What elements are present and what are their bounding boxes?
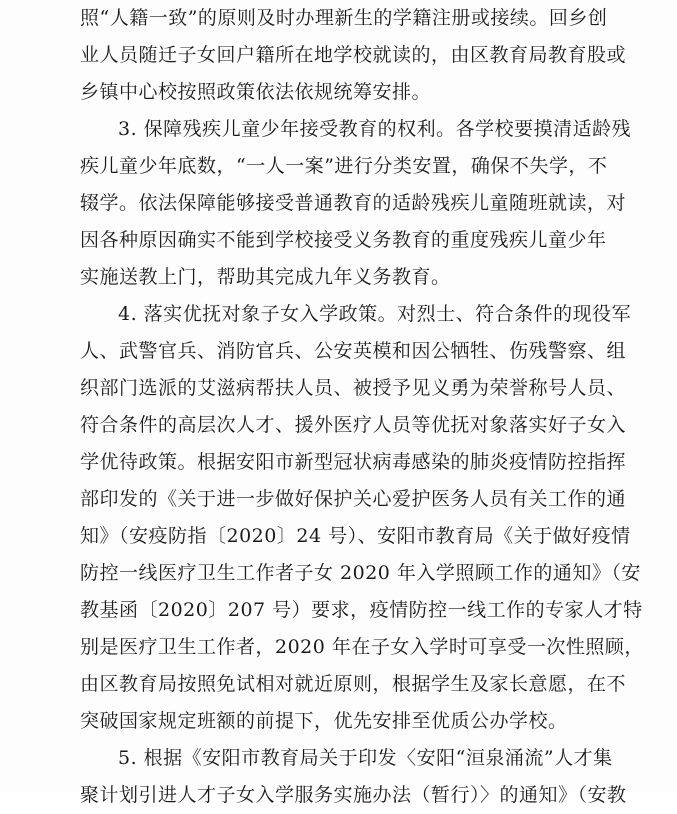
text-line: 实施送教上门，帮助其完成九年义务教育。 [80, 266, 451, 288]
paragraph-heading-5: 5. 根据《安阳市教育局关于印发〈安阳“洹泉涌流”人才集 [118, 747, 613, 769]
text-line: 符合条件的高层次人才、援外医疗人员等优抚对象落实好子女入 [80, 414, 627, 436]
text-line: 由区教育局按照免试相对就近原则，根据学生及家长意愿，在不 [80, 673, 627, 695]
text-line: 织部门选派的艾滋病帮扶人员、被授予见义勇为荣誉称号人员、 [80, 377, 627, 399]
text-line: 知》（安疫防指〔2020〕24 号）、安阳市教育局《关于做好疫情 [80, 525, 631, 547]
text-line: 教基函〔2020〕207 号）要求，疫情防控一线工作的专家人才特 [80, 599, 643, 621]
text-line: 防控一线医疗卫生工作者子女 2020 年入学照顾工作的通知》（安 [80, 562, 641, 584]
text-line: 辍学。依法保障能够接受普通教育的适龄残疾儿童随班就读，对 [80, 192, 627, 214]
text-line: 因各种原因确实不能到学校接受义务教育的重度残疾儿童少年 [80, 229, 607, 251]
text-line: 别是医疗卫生工作者，2020 年在子女入学时可享受一次性照顾， [80, 636, 644, 658]
text-line: 突破国家规定班额的前提下，优先安排至优质公办学校。 [80, 710, 568, 732]
text-line: 部印发的《关于进一步做好保护关心爱护医务人员有关工作的通 [80, 488, 627, 510]
text-line: 学优待政策。根据安阳市新型冠状病毒感染的肺炎疫情防控指挥 [80, 451, 627, 473]
text-line: 疾儿童少年底数，“一人一案”进行分类安置，确保不失学，不 [80, 155, 608, 177]
text-line: 照“人籍一致”的原则及时办理新生的学籍注册或接续。回乡创 [80, 7, 608, 29]
text-line: 人、武警官兵、消防官兵、公安英模和因公牺牲、伤残警察、组 [80, 340, 627, 362]
paragraph-heading-3: 3. 保障残疾儿童少年接受教育的权利。各学校要摸清适龄残 [118, 118, 632, 140]
text-line: 业人员随迁子女回户籍所在地学校就读的，由区教育局教育股或 [80, 44, 627, 66]
paragraph-heading-4: 4. 落实优抚对象子女入学政策。对烈士、符合条件的现役军 [118, 303, 632, 325]
text-line: 乡镇中心校按照政策依法依规统筹安排。 [80, 81, 432, 103]
text-line: 聚计划引进人才子女入学服务实施办法（暂行）〉的通知》（安教 [80, 784, 627, 806]
